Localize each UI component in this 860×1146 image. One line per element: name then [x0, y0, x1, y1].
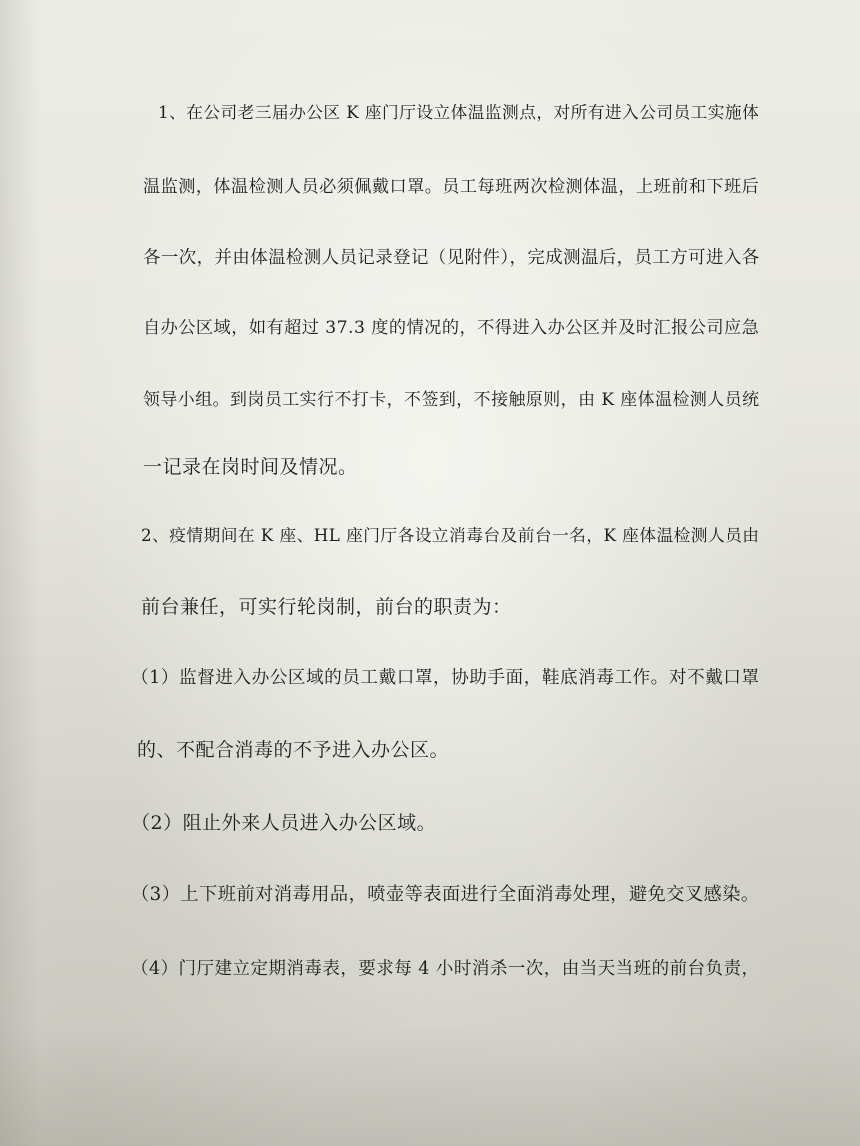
paragraph-4-line-1: （2）阻止外来人员进入办公区域。 [131, 812, 437, 834]
paragraph-1-line-2: 温监测，体温检测人员必须佩戴口罩。员工每班两次检测体温，上班前和下班后 [143, 177, 760, 197]
paragraph-5-line-1: （3）上下班前对消毒用品，喷壶等表面进行全面消毒处理，避免交叉感染。 [131, 884, 760, 905]
paragraph-1-line-1: 1、在公司老三届办公区 K 座门厅设立体温监测点，对所有进入公司员工实施体 [158, 102, 760, 122]
paragraph-2-line-1: 2、疫情期间在 K 座、HL 座门厅各设立消毒台及前台一名，K 座体温检测人员由 [141, 525, 760, 545]
paragraph-6-line-1: （4）门厅建立定期消毒表，要求每 4 小时消杀一次，由当天当班的前台负责， [131, 959, 760, 979]
paragraph-3-line-1: （1）监督进入办公区域的员工戴口罩，协助手面，鞋底消毒工作。对不戴口罩 [131, 668, 760, 688]
paragraph-1-line-3: 各一次，并由体温检测人员记录登记（见附件），完成测温后，员工方可进入各 [143, 248, 760, 268]
page-edge-shadow [0, 0, 40, 1146]
page-bottom-shadow [0, 1026, 860, 1146]
paragraph-3-line-2: 的、不配合消毒的不予进入办公区。 [137, 739, 450, 761]
paragraph-1-line-4: 自办公区域，如有超过 37.3 度的情况的，不得进入办公区并及时汇报公司应急 [143, 318, 760, 338]
paragraph-1-line-6: 一记录在岗时间及情况。 [143, 456, 358, 478]
paragraph-1-line-5: 领导小组。到岗员工实行不打卡，不签到，不接触原则，由 K 座体温检测人员统 [143, 389, 760, 409]
paragraph-2-line-2: 前台兼任，可实行轮岗制，前台的职责为： [141, 596, 512, 618]
